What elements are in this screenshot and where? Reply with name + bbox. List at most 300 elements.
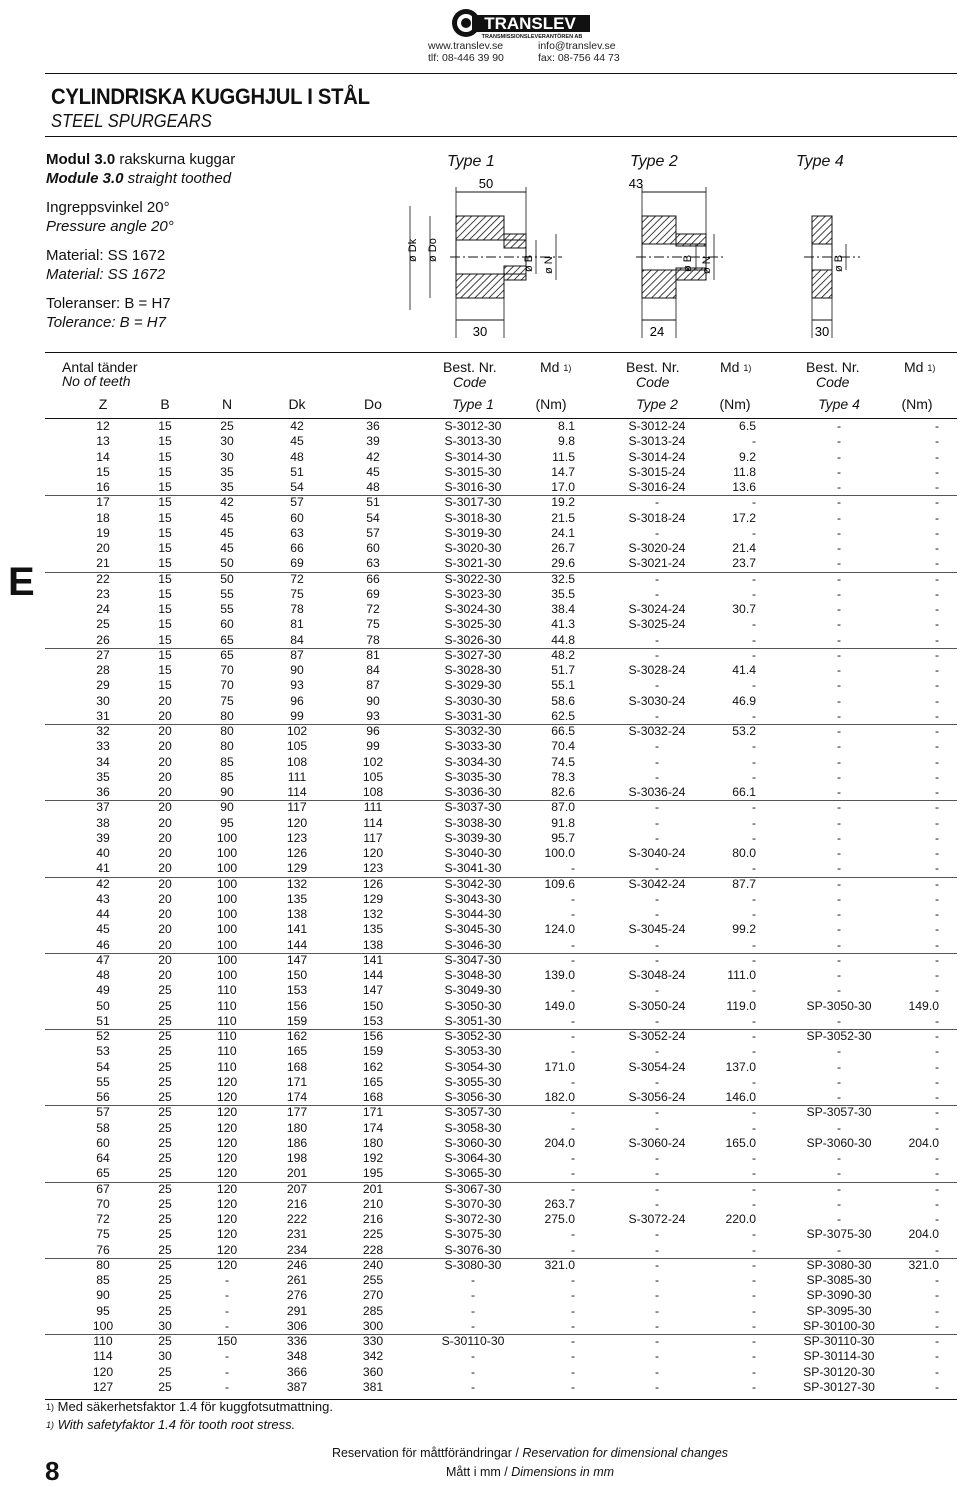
table-row — [45, 770, 957, 785]
table-cell: S-3041-30 — [444, 861, 502, 876]
table-cell: - — [934, 495, 939, 510]
table-cell: SP-30110-30 — [803, 1334, 875, 1348]
table-cell: S-3032-30 — [444, 724, 502, 738]
table-cell: 25 — [158, 1257, 172, 1272]
table-cell: 153 — [362, 1013, 384, 1028]
table-cell: 117 — [363, 830, 383, 845]
table-cell: - — [934, 693, 939, 708]
table-cell: 72 — [96, 1212, 110, 1226]
table-cell: 25 — [158, 1044, 172, 1059]
table-cell: 204.0 — [544, 1135, 575, 1150]
table-cell: 17.2 — [732, 510, 756, 525]
table-cell: 150 — [286, 968, 308, 982]
table-cell: 45 — [366, 464, 380, 479]
table-cell: 70 — [220, 663, 234, 677]
table-cell: 109.6 — [544, 876, 575, 891]
table-cell: S-3044-30 — [444, 907, 502, 921]
table-cell: 117 — [287, 800, 307, 815]
table-cell: 53 — [96, 1044, 110, 1059]
row-group-divider — [45, 800, 957, 801]
table-cell: 147 — [362, 983, 384, 998]
table-cell: - — [654, 1242, 660, 1257]
table-cell: 100 — [216, 952, 238, 967]
table-cell: 207 — [286, 1181, 308, 1196]
table-row — [45, 694, 957, 709]
table-cell: 110 — [217, 1044, 237, 1059]
table-cell: 69 — [366, 586, 380, 601]
table-cell: 20 — [158, 708, 172, 723]
table-cell: - — [751, 1349, 756, 1364]
type1-dk-label: ø Dk — [407, 238, 419, 262]
table-row — [45, 1044, 957, 1059]
table-cell: - — [836, 1120, 842, 1135]
table-cell: - — [751, 1273, 756, 1287]
table-row — [45, 877, 957, 892]
table-cell: 120 — [286, 815, 308, 830]
col-nm2: (Nm) — [719, 396, 751, 412]
header-md-type1: Md $^{1)}$ — [540, 359, 572, 375]
table-cell: - — [751, 525, 756, 540]
table-cell: 30 — [158, 1349, 172, 1364]
table-cell: - — [470, 1379, 476, 1394]
table-cell: - — [570, 952, 575, 967]
table-cell: - — [836, 419, 842, 433]
table-cell: 180 — [362, 1135, 384, 1150]
table-cell: S-3023-30 — [444, 586, 502, 601]
table-cell: 20 — [158, 876, 172, 891]
title-box — [45, 73, 957, 137]
table-cell: - — [751, 800, 756, 815]
type4-drawing — [804, 216, 860, 339]
table-cell: 90 — [96, 1288, 110, 1303]
table-cell: 120 — [216, 1227, 238, 1242]
table-cell: - — [836, 922, 842, 937]
table-row — [45, 1182, 957, 1197]
table-cell: - — [570, 1151, 575, 1165]
table-cell: SP-3057-30 — [806, 1105, 872, 1120]
table-cell: S-3048-24 — [628, 968, 686, 982]
table-cell: 120 — [216, 1120, 238, 1135]
table-row — [45, 419, 957, 434]
logo-subtext: TRANSMISSIONSLEVERANTÖREN AB — [481, 34, 583, 40]
type1-do-label: ø Do — [427, 238, 439, 262]
table-row — [45, 663, 957, 678]
table-cell: 100.0 — [544, 846, 575, 860]
table-cell: 216 — [362, 1212, 384, 1226]
type1-top-dim: 50 — [478, 176, 494, 191]
table-cell: 57 — [366, 525, 380, 540]
table-cell: - — [751, 632, 756, 647]
table-cell: 20 — [158, 815, 172, 830]
table-row — [45, 633, 957, 648]
table-cell: 19 — [96, 525, 110, 540]
table-cell: 9.8 — [558, 434, 575, 449]
table-cell: - — [654, 632, 660, 647]
table-row — [45, 709, 957, 724]
table-cell: - — [836, 464, 842, 479]
table-cell: 387 — [286, 1379, 308, 1394]
table-cell: 162 — [362, 1059, 384, 1074]
table-cell: 90 — [290, 663, 304, 677]
table-row — [45, 1121, 957, 1136]
table-cell: 36 — [366, 419, 380, 433]
table-cell: - — [654, 754, 660, 769]
table-cell: 70.4 — [551, 739, 575, 754]
table-cell: 306 — [286, 1318, 308, 1333]
table-cell: - — [654, 907, 660, 921]
table-row — [45, 541, 957, 556]
table-cell: 8.1 — [558, 419, 575, 433]
table-cell: - — [570, 1288, 575, 1303]
table-row — [45, 968, 957, 983]
table-cell: 263.7 — [544, 1196, 575, 1211]
table-cell: - — [751, 1029, 756, 1043]
module-sv: Modul 3.0 — [46, 151, 116, 168]
table-cell: 144 — [362, 968, 384, 982]
table-cell: - — [654, 1288, 660, 1303]
header-md-type2: Md $^{1)}$ — [720, 359, 752, 375]
table-cell: 120 — [92, 1364, 114, 1379]
row-group-divider — [45, 1334, 957, 1335]
table-cell: 87.7 — [732, 876, 756, 891]
table-cell: 24 — [96, 602, 110, 616]
table-cell: - — [836, 1181, 842, 1196]
table-cell: 93 — [290, 678, 304, 693]
table-cell: 15 — [158, 617, 172, 632]
table-cell: 76 — [96, 1242, 110, 1257]
table-cell: S-3012-24 — [628, 419, 686, 433]
table-cell: - — [654, 1364, 660, 1379]
table-cell: - — [836, 1090, 842, 1104]
email: info@translev.se — [538, 40, 616, 52]
table-cell: - — [654, 678, 660, 693]
table-cell: 330 — [362, 1334, 384, 1348]
table-cell: - — [751, 907, 756, 921]
table-cell: 22 — [96, 571, 110, 586]
table-cell: 342 — [362, 1349, 384, 1364]
table-cell: S-3065-30 — [444, 1166, 502, 1181]
table-cell: 21 — [96, 556, 110, 571]
table-row — [45, 556, 957, 571]
table-cell: - — [654, 1074, 660, 1089]
table-cell: 63 — [366, 556, 380, 571]
table-cell: - — [470, 1318, 476, 1333]
module-en: Module 3.0 — [46, 170, 124, 187]
table-cell: - — [751, 708, 756, 723]
table-cell: 25 — [158, 1105, 172, 1120]
table-cell: 87.0 — [551, 800, 575, 815]
section-letter: E — [8, 560, 35, 604]
table-cell: S-3038-30 — [444, 815, 502, 830]
table-cell: 261 — [286, 1273, 308, 1287]
table-cell: 20 — [158, 724, 172, 738]
tolerance-en: Tolerance: B = H7 — [46, 314, 166, 331]
dimensions-en: Dimensions in mm — [511, 1465, 615, 1479]
table-cell: - — [570, 1303, 575, 1318]
table-cell: 15 — [158, 434, 172, 449]
table-cell: S-3015-24 — [628, 464, 686, 479]
table-cell: - — [836, 785, 842, 799]
table-cell: - — [836, 1059, 842, 1074]
table-cell: - — [654, 1379, 660, 1394]
table-cell: SP-3050-30 — [806, 998, 872, 1013]
table-cell: - — [934, 1349, 939, 1364]
table-cell: 240 — [362, 1257, 384, 1272]
table-cell: 147 — [286, 952, 308, 967]
table-cell: - — [934, 724, 939, 738]
table-row — [45, 1166, 957, 1181]
table-cell: 42 — [366, 449, 380, 464]
table-cell: SP-3095-30 — [806, 1303, 872, 1318]
table-row — [45, 1319, 957, 1334]
table-cell: - — [570, 1349, 575, 1364]
table-cell: 21.5 — [551, 510, 575, 525]
table-cell: 29 — [96, 678, 110, 693]
table-cell: S-3054-24 — [628, 1059, 686, 1074]
tolerance-sv: Toleranser: B = H7 — [46, 295, 171, 312]
table-cell: 15 — [158, 678, 172, 693]
table-cell: 25 — [158, 1242, 172, 1257]
table-cell: 75 — [96, 1227, 110, 1242]
table-cell: 14.7 — [551, 464, 575, 479]
table-cell: 25 — [158, 1059, 172, 1074]
table-cell: 165 — [362, 1074, 384, 1089]
table-cell: - — [654, 647, 660, 662]
table-cell: 48 — [366, 480, 380, 494]
table-cell: 42 — [290, 419, 304, 433]
table-cell: - — [836, 1166, 842, 1181]
type4-b-label: ø B — [833, 254, 845, 272]
table-cell: - — [654, 525, 660, 540]
table-cell: 38.4 — [551, 602, 575, 616]
table-cell: 64 — [96, 1151, 110, 1165]
angle-sv: Ingreppsvinkel 20° — [46, 199, 170, 216]
table-cell: 41 — [96, 861, 110, 876]
reservation-en: Reservation for dimensional changes — [522, 1446, 729, 1460]
table-cell: 171.0 — [544, 1059, 575, 1074]
material-en: Material: SS 1672 — [46, 266, 166, 283]
table-cell: 20 — [158, 861, 172, 876]
table-cell: 93 — [366, 708, 380, 723]
table-cell: S-3052-24 — [628, 1029, 686, 1043]
table-cell: 25 — [158, 1166, 172, 1181]
table-cell: - — [570, 1013, 575, 1028]
table-cell: - — [934, 1105, 939, 1120]
table-cell: - — [654, 1044, 660, 1059]
table-cell: 321.0 — [544, 1257, 575, 1272]
page-title: CYLINDRISKA KUGGHJUL I STÅL — [51, 84, 370, 109]
table-cell: 55 — [220, 586, 234, 601]
table-cell: 100 — [216, 846, 238, 860]
table-cell: 201 — [286, 1166, 308, 1181]
table-cell: - — [836, 556, 842, 571]
table-cell: 168 — [286, 1059, 308, 1074]
table-cell: - — [934, 1151, 939, 1165]
table-cell: S-3042-30 — [444, 876, 502, 891]
table-cell: 45 — [220, 541, 234, 555]
table-cell: 135 — [362, 922, 384, 937]
table-cell: 85 — [96, 1273, 110, 1287]
table-row — [45, 480, 957, 495]
table-cell: 87 — [366, 678, 380, 693]
table-cell: - — [836, 525, 842, 540]
table-cell: - — [836, 602, 842, 616]
fax: fax: 08-756 44 73 — [538, 52, 620, 64]
table-cell: - — [654, 1334, 660, 1348]
table-cell: 15 — [158, 571, 172, 586]
table-cell: S-3072-30 — [444, 1212, 502, 1226]
table-cell: 276 — [286, 1288, 308, 1303]
table-cell: 15 — [158, 449, 172, 464]
table-cell: 17.0 — [551, 480, 575, 494]
table-cell: S-3050-30 — [444, 998, 502, 1013]
table-cell: S-3075-30 — [444, 1227, 502, 1242]
table-cell: 110 — [217, 1013, 237, 1028]
table-cell: 20 — [96, 541, 110, 555]
table-cell: - — [836, 663, 842, 677]
table-cell: 100 — [216, 907, 238, 921]
table-cell: - — [934, 1364, 939, 1379]
table-cell: 270 — [362, 1288, 384, 1303]
table-cell: S-3035-30 — [444, 769, 502, 784]
row-group-divider — [45, 1182, 957, 1183]
table-cell: 95.7 — [551, 830, 575, 845]
table-cell: - — [836, 1151, 842, 1165]
table-cell: 58.6 — [551, 693, 575, 708]
table-cell: - — [654, 830, 660, 845]
table-cell: 26.7 — [551, 541, 575, 555]
table-cell: 13.6 — [732, 480, 756, 494]
table-cell: 38 — [96, 815, 110, 830]
table-cell: S-3029-30 — [444, 678, 502, 693]
table-row — [45, 938, 957, 953]
table-cell: 39 — [96, 830, 110, 845]
table-cell: - — [934, 952, 939, 967]
table-row — [45, 1304, 957, 1319]
table-cell: 23.7 — [732, 556, 756, 571]
table-cell: 146.0 — [725, 1090, 756, 1104]
table-cell: - — [654, 1227, 660, 1242]
table-cell: - — [836, 632, 842, 647]
table-cell: - — [654, 571, 660, 586]
table-cell: 11.8 — [733, 464, 756, 479]
table-cell: 13 — [96, 434, 110, 449]
table-cell: 174 — [362, 1120, 384, 1135]
table-cell: S-3046-30 — [444, 937, 502, 952]
table-cell: S-3048-30 — [444, 968, 502, 982]
table-cell: 110 — [217, 998, 237, 1013]
table-row — [45, 1090, 957, 1105]
table-cell: SP-30114-30 — [803, 1349, 875, 1364]
company-logo — [450, 6, 600, 40]
table-row — [45, 511, 957, 526]
table-cell: - — [836, 861, 842, 876]
table-cell: 141 — [286, 922, 308, 937]
header-code-type4: Code — [816, 374, 850, 390]
table-cell: 74.5 — [551, 754, 575, 769]
table-cell: - — [934, 815, 939, 830]
table-cell: - — [934, 632, 939, 647]
table-cell: 21.4 — [732, 541, 756, 555]
table-cell: - — [934, 983, 939, 998]
table-cell: - — [934, 678, 939, 693]
table-cell: 25 — [158, 1212, 172, 1226]
type1-b-label: ø B — [523, 254, 535, 272]
table-cell: S-3030-30 — [444, 693, 502, 708]
table-cell: 114 — [363, 815, 383, 830]
table-cell: 123 — [286, 830, 308, 845]
table-cell: 80 — [220, 708, 234, 723]
table-cell: - — [751, 1074, 756, 1089]
table-cell: S-3015-30 — [444, 464, 502, 479]
table-cell: S-3028-30 — [444, 663, 502, 677]
table-cell: S-3072-24 — [628, 1212, 686, 1226]
column-header-row — [45, 397, 957, 412]
table-cell: - — [836, 983, 842, 998]
table-cell: S-3053-30 — [444, 1044, 502, 1059]
table-cell: - — [751, 647, 756, 662]
table-cell: 52 — [96, 1029, 110, 1043]
table-cell: 25 — [158, 1151, 172, 1165]
table-cell: 96 — [366, 724, 380, 738]
table-cell: - — [836, 1196, 842, 1211]
footnote-en: With safetyfaktor 1.4 för tooth root stress. — [57, 1417, 296, 1432]
contact-info — [428, 40, 620, 64]
table-cell: 285 — [362, 1303, 384, 1318]
table-cell: 102 — [362, 754, 384, 769]
table-cell: - — [836, 1044, 842, 1059]
table-cell: - — [934, 891, 939, 906]
table-cell: 47 — [96, 952, 110, 967]
table-cell: SP-3090-30 — [806, 1288, 872, 1303]
table-cell: - — [570, 1029, 575, 1043]
table-cell: 65 — [220, 647, 234, 662]
table-cell: - — [934, 480, 939, 494]
table-cell: 25 — [158, 1379, 172, 1394]
table-cell: - — [654, 1166, 660, 1181]
table-cell: 20 — [158, 922, 172, 937]
table-cell: 25 — [158, 1013, 172, 1028]
gear-type-drawings — [390, 170, 950, 345]
table-row — [45, 861, 957, 876]
table-cell: - — [836, 754, 842, 769]
table-cell: 30.7 — [732, 602, 756, 616]
table-cell: - — [570, 1044, 575, 1059]
table-cell: 15 — [158, 647, 172, 662]
row-group-divider — [45, 648, 957, 649]
table-cell: S-3026-30 — [444, 632, 502, 647]
table-cell: 60 — [96, 1135, 110, 1150]
table-cell: 35.5 — [551, 586, 575, 601]
table-cell: 44.8 — [551, 632, 575, 647]
table-cell: 30 — [220, 434, 234, 449]
table-cell: - — [934, 617, 939, 632]
table-cell: 36 — [96, 785, 110, 799]
table-cell: 15 — [158, 480, 172, 494]
table-cell: 84 — [290, 632, 304, 647]
type2-n-label: ø N — [701, 256, 713, 274]
table-cell: - — [654, 1196, 660, 1211]
table-cell: - — [836, 846, 842, 860]
table-cell: 81 — [366, 647, 380, 662]
table-row — [45, 755, 957, 770]
table-cell: S-3025-24 — [628, 617, 686, 632]
table-cell: 156 — [362, 1029, 384, 1043]
table-row — [45, 724, 957, 739]
table-row — [45, 602, 957, 617]
table-cell: 100 — [216, 891, 238, 906]
col-type1: Type 1 — [452, 396, 494, 412]
